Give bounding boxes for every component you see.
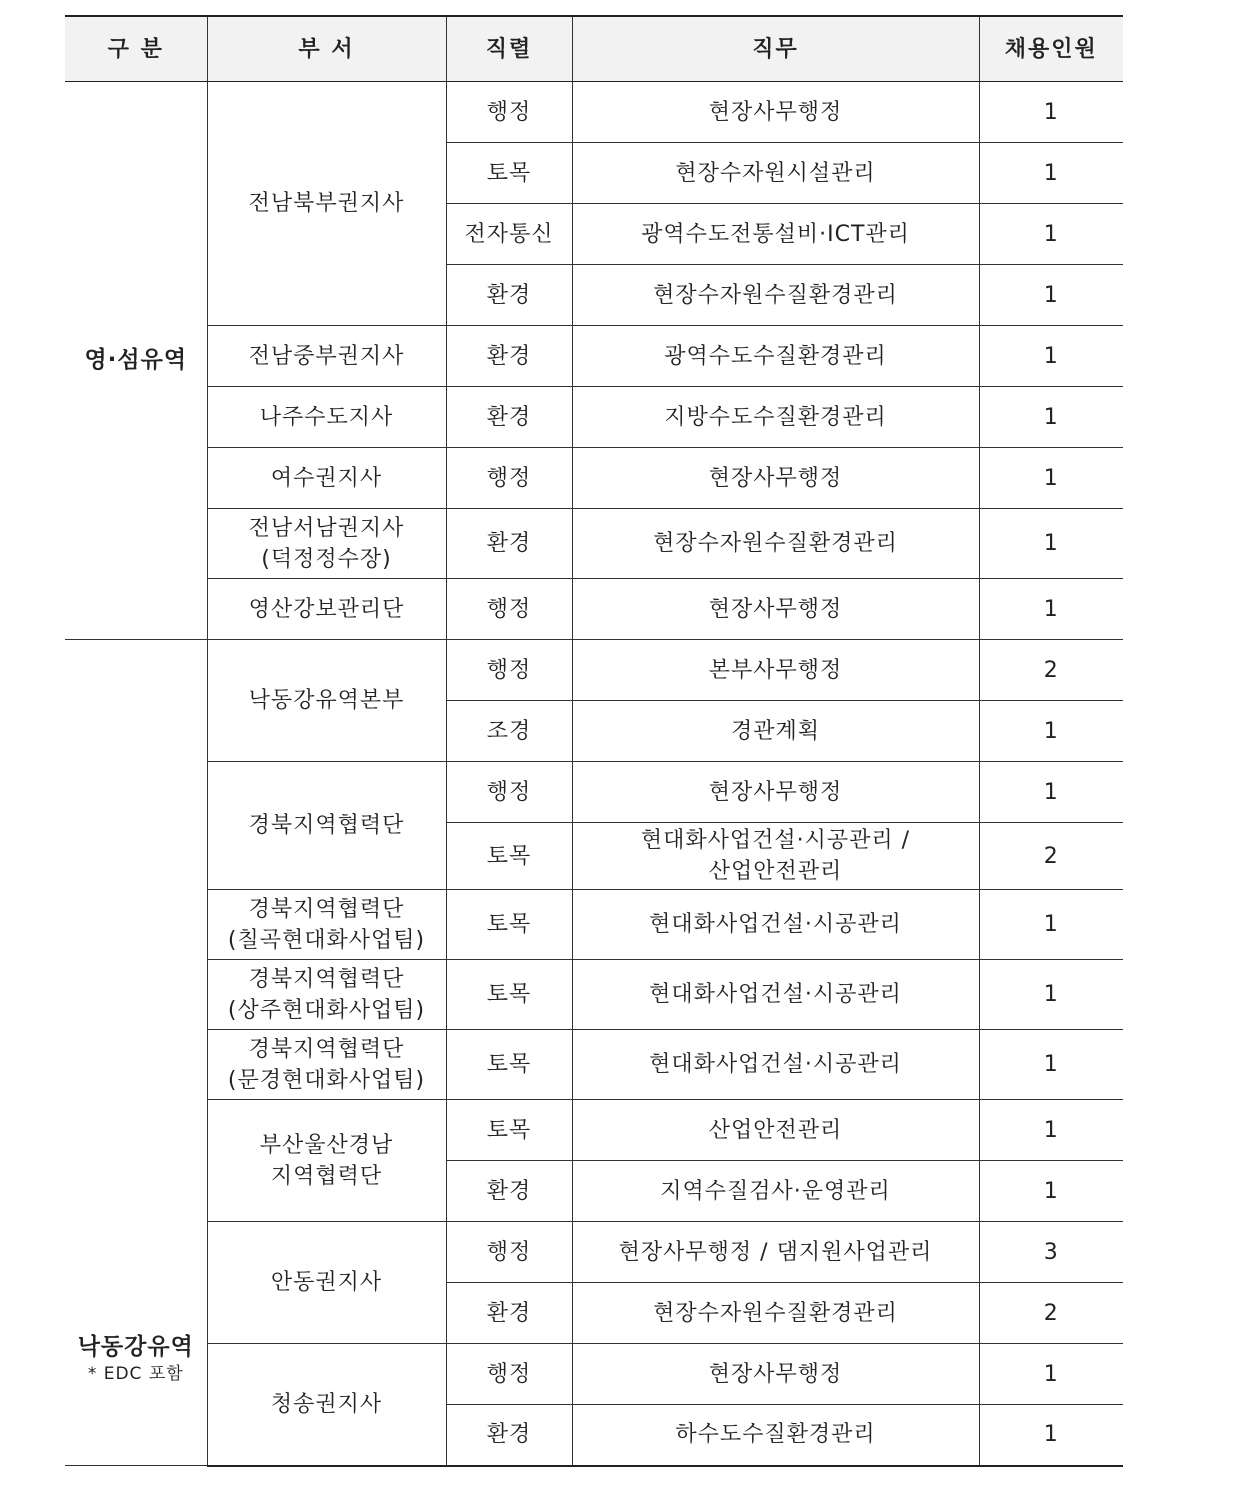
table-row xyxy=(65,890,1123,960)
count-cell: 1 xyxy=(979,1344,1123,1405)
department-cell: 전남중부권지사 xyxy=(207,326,446,387)
department-cell xyxy=(207,1030,446,1100)
count-cell: 1 xyxy=(979,448,1123,509)
count-cell: 1 xyxy=(979,82,1123,143)
count-cell: 1 xyxy=(979,387,1123,448)
series-cell: 행정 xyxy=(446,448,572,509)
region-cell: 영·섬유역 xyxy=(65,82,207,640)
department-cell: 여수권지사 xyxy=(207,448,446,509)
duty-cell: 본부사무행정 xyxy=(572,640,979,701)
header-department: 부 서 xyxy=(207,16,446,82)
duty-cell: 현장사무행정 xyxy=(572,448,979,509)
duty-cell: 지방수도수질환경관리 xyxy=(572,387,979,448)
duty-cell: 현대화사업건설·시공관리 xyxy=(572,960,979,1030)
table-row xyxy=(65,82,1123,143)
series-cell: 토목 xyxy=(446,1030,572,1100)
duty-cell: 현장사무행정 xyxy=(572,579,979,640)
duty-cell: 경관계획 xyxy=(572,701,979,762)
series-cell: 환경 xyxy=(446,1161,572,1222)
department-cell: 낙동강유역본부 xyxy=(207,640,446,762)
series-cell: 환경 xyxy=(446,1283,572,1344)
count-cell: 1 xyxy=(979,1030,1123,1100)
duty-cell: 현대화사업건설·시공관리 xyxy=(572,1030,979,1100)
table-row xyxy=(65,1030,1123,1100)
table-row xyxy=(65,1344,1123,1405)
series-cell: 행정 xyxy=(446,579,572,640)
department-subname: (칠곡현대화사업팀) xyxy=(227,927,426,953)
count-cell: 3 xyxy=(979,1222,1123,1283)
header-duty: 직무 xyxy=(572,16,979,82)
department-name: 경북지역협력단 xyxy=(248,1036,405,1062)
count-cell: 2 xyxy=(979,823,1123,890)
duty-cell: 산업안전관리 xyxy=(572,1100,979,1161)
department-subname: (상주현대화사업팀) xyxy=(227,997,426,1023)
region-note: * EDC 포함 xyxy=(87,1364,184,1384)
department-cell: 청송권지사 xyxy=(207,1344,446,1466)
count-cell: 1 xyxy=(979,326,1123,387)
duty-cell: 현장수자원수질환경관리 xyxy=(572,509,979,579)
series-cell: 행정 xyxy=(446,1222,572,1283)
series-cell: 토목 xyxy=(446,960,572,1030)
duty-cell: 현장수자원수질환경관리 xyxy=(572,265,979,326)
department-cell xyxy=(207,1100,446,1222)
table-row xyxy=(65,326,1123,387)
count-cell: 1 xyxy=(979,762,1123,823)
series-cell: 환경 xyxy=(446,509,572,579)
count-cell: 2 xyxy=(979,640,1123,701)
department-cell: 안동권지사 xyxy=(207,1222,446,1344)
count-cell: 1 xyxy=(979,701,1123,762)
duty-line: 현대화사업건설·시공관리 / xyxy=(640,828,911,853)
count-cell: 1 xyxy=(979,890,1123,960)
department-cell: 전남북부권지사 xyxy=(207,82,446,326)
series-cell: 전자통신 xyxy=(446,204,572,265)
department-cell xyxy=(207,890,446,960)
department-cell xyxy=(207,509,446,579)
department-name: 경북지역협력단 xyxy=(248,966,405,992)
series-cell: 행정 xyxy=(446,1344,572,1405)
duty-cell: 현장수자원시설관리 xyxy=(572,143,979,204)
count-cell: 1 xyxy=(979,1161,1123,1222)
duty-cell: 현장사무행정 xyxy=(572,82,979,143)
department-cell xyxy=(207,960,446,1030)
header-row xyxy=(65,16,1123,82)
series-cell: 행정 xyxy=(446,762,572,823)
table-row xyxy=(65,509,1123,579)
duty-line: 산업안전관리 xyxy=(708,859,843,884)
table-row xyxy=(65,640,1123,701)
duty-cell: 현장사무행정 xyxy=(572,762,979,823)
series-cell: 토목 xyxy=(446,1100,572,1161)
series-cell: 환경 xyxy=(446,326,572,387)
series-cell: 행정 xyxy=(446,82,572,143)
duty-cell: 광역수도전통설비·ICT관리 xyxy=(572,204,979,265)
series-cell: 환경 xyxy=(446,1405,572,1466)
region-cell xyxy=(65,640,207,1466)
duty-cell: 현장수자원수질환경관리 xyxy=(572,1283,979,1344)
department-name: 부산울산경남 xyxy=(259,1132,394,1158)
count-cell: 1 xyxy=(979,143,1123,204)
department-name: 전남서남권지사 xyxy=(248,515,405,541)
region-name: 낙동강유역 xyxy=(77,1334,194,1360)
series-cell: 토목 xyxy=(446,890,572,960)
count-cell: 1 xyxy=(979,204,1123,265)
department-subname: 지역협력단 xyxy=(270,1163,383,1189)
recruitment-table xyxy=(65,15,1123,1467)
department-name: 경북지역협력단 xyxy=(248,896,405,922)
series-cell: 조경 xyxy=(446,701,572,762)
duty-cell: 지역수질검사·운영관리 xyxy=(572,1161,979,1222)
count-cell: 1 xyxy=(979,1100,1123,1161)
header-count: 채용인원 xyxy=(979,16,1123,82)
table-row xyxy=(65,579,1123,640)
count-cell: 1 xyxy=(979,1405,1123,1466)
department-cell: 영산강보관리단 xyxy=(207,579,446,640)
count-cell: 1 xyxy=(979,265,1123,326)
duty-cell: 현장사무행정 xyxy=(572,1344,979,1405)
duty-cell xyxy=(572,823,979,890)
header-category: 구 분 xyxy=(65,16,207,82)
series-cell: 토목 xyxy=(446,143,572,204)
duty-cell: 광역수도수질환경관리 xyxy=(572,326,979,387)
count-cell: 1 xyxy=(979,509,1123,579)
series-cell: 토목 xyxy=(446,823,572,890)
header-series: 직렬 xyxy=(446,16,572,82)
department-subname: (문경현대화사업팀) xyxy=(227,1067,426,1093)
duty-cell: 현대화사업건설·시공관리 xyxy=(572,890,979,960)
table-row xyxy=(65,448,1123,509)
duty-cell: 하수도수질환경관리 xyxy=(572,1405,979,1466)
duty-cell: 현장사무행정 / 댐지원사업관리 xyxy=(572,1222,979,1283)
department-cell: 나주수도지사 xyxy=(207,387,446,448)
table-row xyxy=(65,960,1123,1030)
table-row xyxy=(65,1100,1123,1161)
count-cell: 2 xyxy=(979,1283,1123,1344)
department-cell: 경북지역협력단 xyxy=(207,762,446,890)
series-cell: 환경 xyxy=(446,387,572,448)
table-row xyxy=(65,762,1123,823)
count-cell: 1 xyxy=(979,960,1123,1030)
department-subname: (덕정정수장) xyxy=(261,546,392,572)
series-cell: 행정 xyxy=(446,640,572,701)
table-row xyxy=(65,1222,1123,1283)
table-row xyxy=(65,387,1123,448)
count-cell: 1 xyxy=(979,579,1123,640)
series-cell: 환경 xyxy=(446,265,572,326)
